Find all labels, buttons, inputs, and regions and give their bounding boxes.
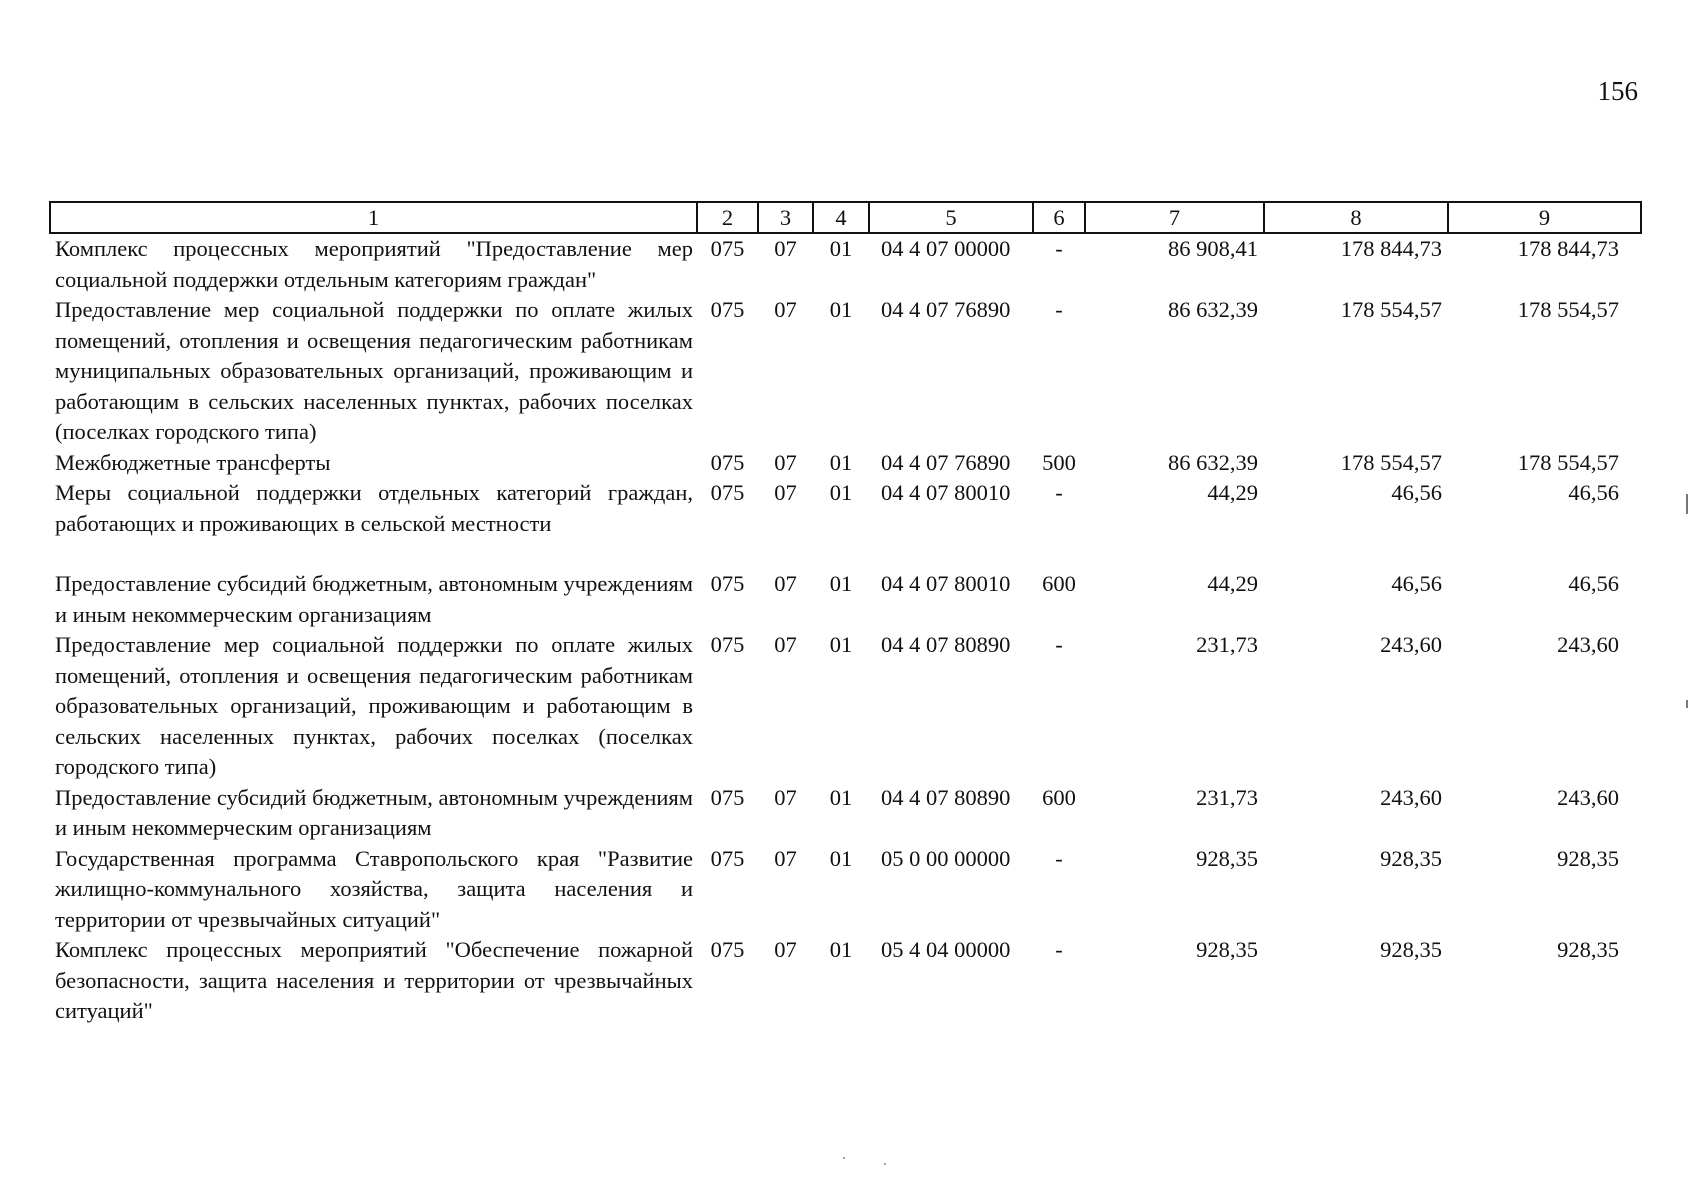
amount-col9: 243,60 <box>1557 632 1619 657</box>
expense-type-code: 600 <box>1042 784 1076 810</box>
row-name: Комплекс процессных мероприятий "Обеспечение пожарной безопасности, защита населения и территории от чрезвычайных ситуаций" <box>55 937 693 1023</box>
subsection-code: 01 <box>829 297 853 322</box>
amount-col7: 928,35 <box>1196 937 1258 962</box>
target-article-code: 04 4 07 76890 <box>881 449 1011 475</box>
target-article-code: 04 4 07 80890 <box>881 632 1011 657</box>
target-article-code: 04 4 07 80890 <box>881 784 1011 810</box>
subsection-code: 01 <box>829 449 853 475</box>
ministry-code: 075 <box>710 449 745 475</box>
expense-type-code: - <box>1055 845 1063 871</box>
scan-speck <box>884 1163 886 1165</box>
column-header: 6 <box>1033 202 1085 233</box>
ministry-code: 075 <box>710 571 745 596</box>
amount-col8: 46,56 <box>1391 480 1442 505</box>
column-header: 4 <box>813 202 869 233</box>
page-number: 156 <box>1597 76 1638 106</box>
expense-type-code: 600 <box>1042 571 1076 596</box>
row-name: Государственная программа Ставропольского края "Развитие жилищно-коммунального хозяйства, защита населения и территории от чрезвычайных ситуаций" <box>55 845 693 932</box>
expense-type-code: - <box>1055 480 1063 505</box>
amount-col7: 86 632,39 <box>1168 297 1258 322</box>
table-row <box>50 569 1641 630</box>
section-code: 07 <box>774 480 797 505</box>
amount-col7: 231,73 <box>1196 632 1258 657</box>
column-header: 3 <box>758 202 813 233</box>
ministry-code: 075 <box>710 632 745 657</box>
amount-col9: 178 554,57 <box>1517 297 1619 322</box>
expense-type-code: - <box>1055 632 1063 657</box>
expense-type-code: - <box>1055 236 1063 261</box>
expense-type-code: 500 <box>1042 449 1076 475</box>
row-name: Предоставление субсидий бюджетным, автономным учреждениям и иным некоммерческим организациям <box>55 571 693 627</box>
amount-col9: 178 844,73 <box>1517 236 1619 261</box>
ministry-code: 075 <box>710 845 745 871</box>
subsection-code: 01 <box>829 845 853 871</box>
table-row <box>50 630 1641 783</box>
row-name: Предоставление мер социальной поддержки по оплате жилых помещений, отопления и освещения педагогическим работникам образовательных организаций, проживающим и работающим в сельских населенных пунктах, рабочих поселках (поселках городского типа) <box>55 632 693 779</box>
row-name: Предоставление мер социальной поддержки по оплате жилых помещений, отопления и освещения педагогическим работникам муниципальных образовательных организаций, проживающим и работающим в сельских населенных пунктах, рабочих поселках (поселках городского типа) <box>55 297 693 444</box>
target-article-code: 05 0 00 00000 <box>881 845 1011 871</box>
subsection-code: 01 <box>829 571 853 596</box>
ministry-code: 075 <box>710 480 745 505</box>
scan-edge-mark <box>1686 700 1688 708</box>
table-row <box>50 783 1641 844</box>
amount-col7: 44,29 <box>1207 571 1258 596</box>
target-article-code: 05 4 04 00000 <box>881 937 1011 962</box>
section-code: 07 <box>774 845 797 871</box>
row-name: Межбюджетные трансферты <box>55 449 331 475</box>
ministry-code: 075 <box>710 784 745 810</box>
amount-col8: 928,35 <box>1380 845 1442 871</box>
row-name: Меры социальной поддержки отдельных категорий граждан, работающих и проживающих в сельской местности <box>55 480 693 536</box>
amount-col7: 86 908,41 <box>1168 236 1258 261</box>
row-name: Предоставление субсидий бюджетным, автономным учреждениям и иным некоммерческим организациям <box>55 784 693 840</box>
expense-type-code: - <box>1055 937 1063 962</box>
subsection-code: 01 <box>829 784 853 810</box>
budget-table <box>49 201 1642 1027</box>
subsection-code: 01 <box>829 236 853 261</box>
section-code: 07 <box>774 297 797 322</box>
column-header: 9 <box>1448 202 1641 233</box>
section-code: 07 <box>774 449 797 475</box>
column-header: 7 <box>1085 202 1264 233</box>
amount-col8: 178 844,73 <box>1340 236 1442 261</box>
amount-col8: 178 554,57 <box>1340 297 1442 322</box>
ministry-code: 075 <box>710 236 745 261</box>
amount-col9: 928,35 <box>1557 937 1619 962</box>
column-header: 2 <box>697 202 758 233</box>
ministry-code: 075 <box>710 297 745 322</box>
amount-col9: 928,35 <box>1557 845 1619 871</box>
subsection-code: 01 <box>829 632 853 657</box>
section-code: 07 <box>774 937 797 962</box>
row-name: Комплекс процессных мероприятий "Предоставление мер социальной поддержки отдельным категориям граждан" <box>55 236 693 292</box>
header-row <box>50 202 1641 233</box>
amount-col9: 46,56 <box>1568 480 1619 505</box>
subsection-code: 01 <box>829 480 853 505</box>
table-row <box>50 478 1641 569</box>
amount-col9: 178 554,57 <box>1517 449 1619 475</box>
column-header: 8 <box>1264 202 1448 233</box>
section-code: 07 <box>774 632 797 657</box>
amount-col7: 86 632,39 <box>1168 449 1258 475</box>
target-article-code: 04 4 07 76890 <box>881 297 1011 322</box>
table-row <box>50 844 1641 936</box>
ministry-code: 075 <box>710 937 745 962</box>
column-header: 1 <box>50 202 697 233</box>
amount-col8: 928,35 <box>1380 937 1442 962</box>
target-article-code: 04 4 07 80010 <box>881 480 1011 505</box>
amount-col7: 44,29 <box>1207 480 1258 505</box>
amount-col7: 928,35 <box>1196 845 1258 871</box>
amount-col9: 46,56 <box>1568 571 1619 596</box>
amount-col8: 178 554,57 <box>1340 449 1442 475</box>
column-header: 5 <box>869 202 1033 233</box>
target-article-code: 04 4 07 00000 <box>881 236 1011 261</box>
table-row <box>50 935 1641 1027</box>
scan-edge-mark <box>1686 494 1688 514</box>
amount-col8: 46,56 <box>1391 571 1442 596</box>
table-row <box>50 448 1641 479</box>
amount-col8: 243,60 <box>1380 632 1442 657</box>
table-row <box>50 295 1641 448</box>
scan-speck <box>843 1157 845 1159</box>
expense-type-code: - <box>1055 297 1063 322</box>
amount-col9: 243,60 <box>1557 784 1619 810</box>
section-code: 07 <box>774 571 797 596</box>
section-code: 07 <box>774 784 797 810</box>
subsection-code: 01 <box>829 937 853 962</box>
section-code: 07 <box>774 236 797 261</box>
amount-col7: 231,73 <box>1196 784 1258 810</box>
amount-col8: 243,60 <box>1380 784 1442 810</box>
target-article-code: 04 4 07 80010 <box>881 571 1011 596</box>
table-row <box>50 233 1641 295</box>
